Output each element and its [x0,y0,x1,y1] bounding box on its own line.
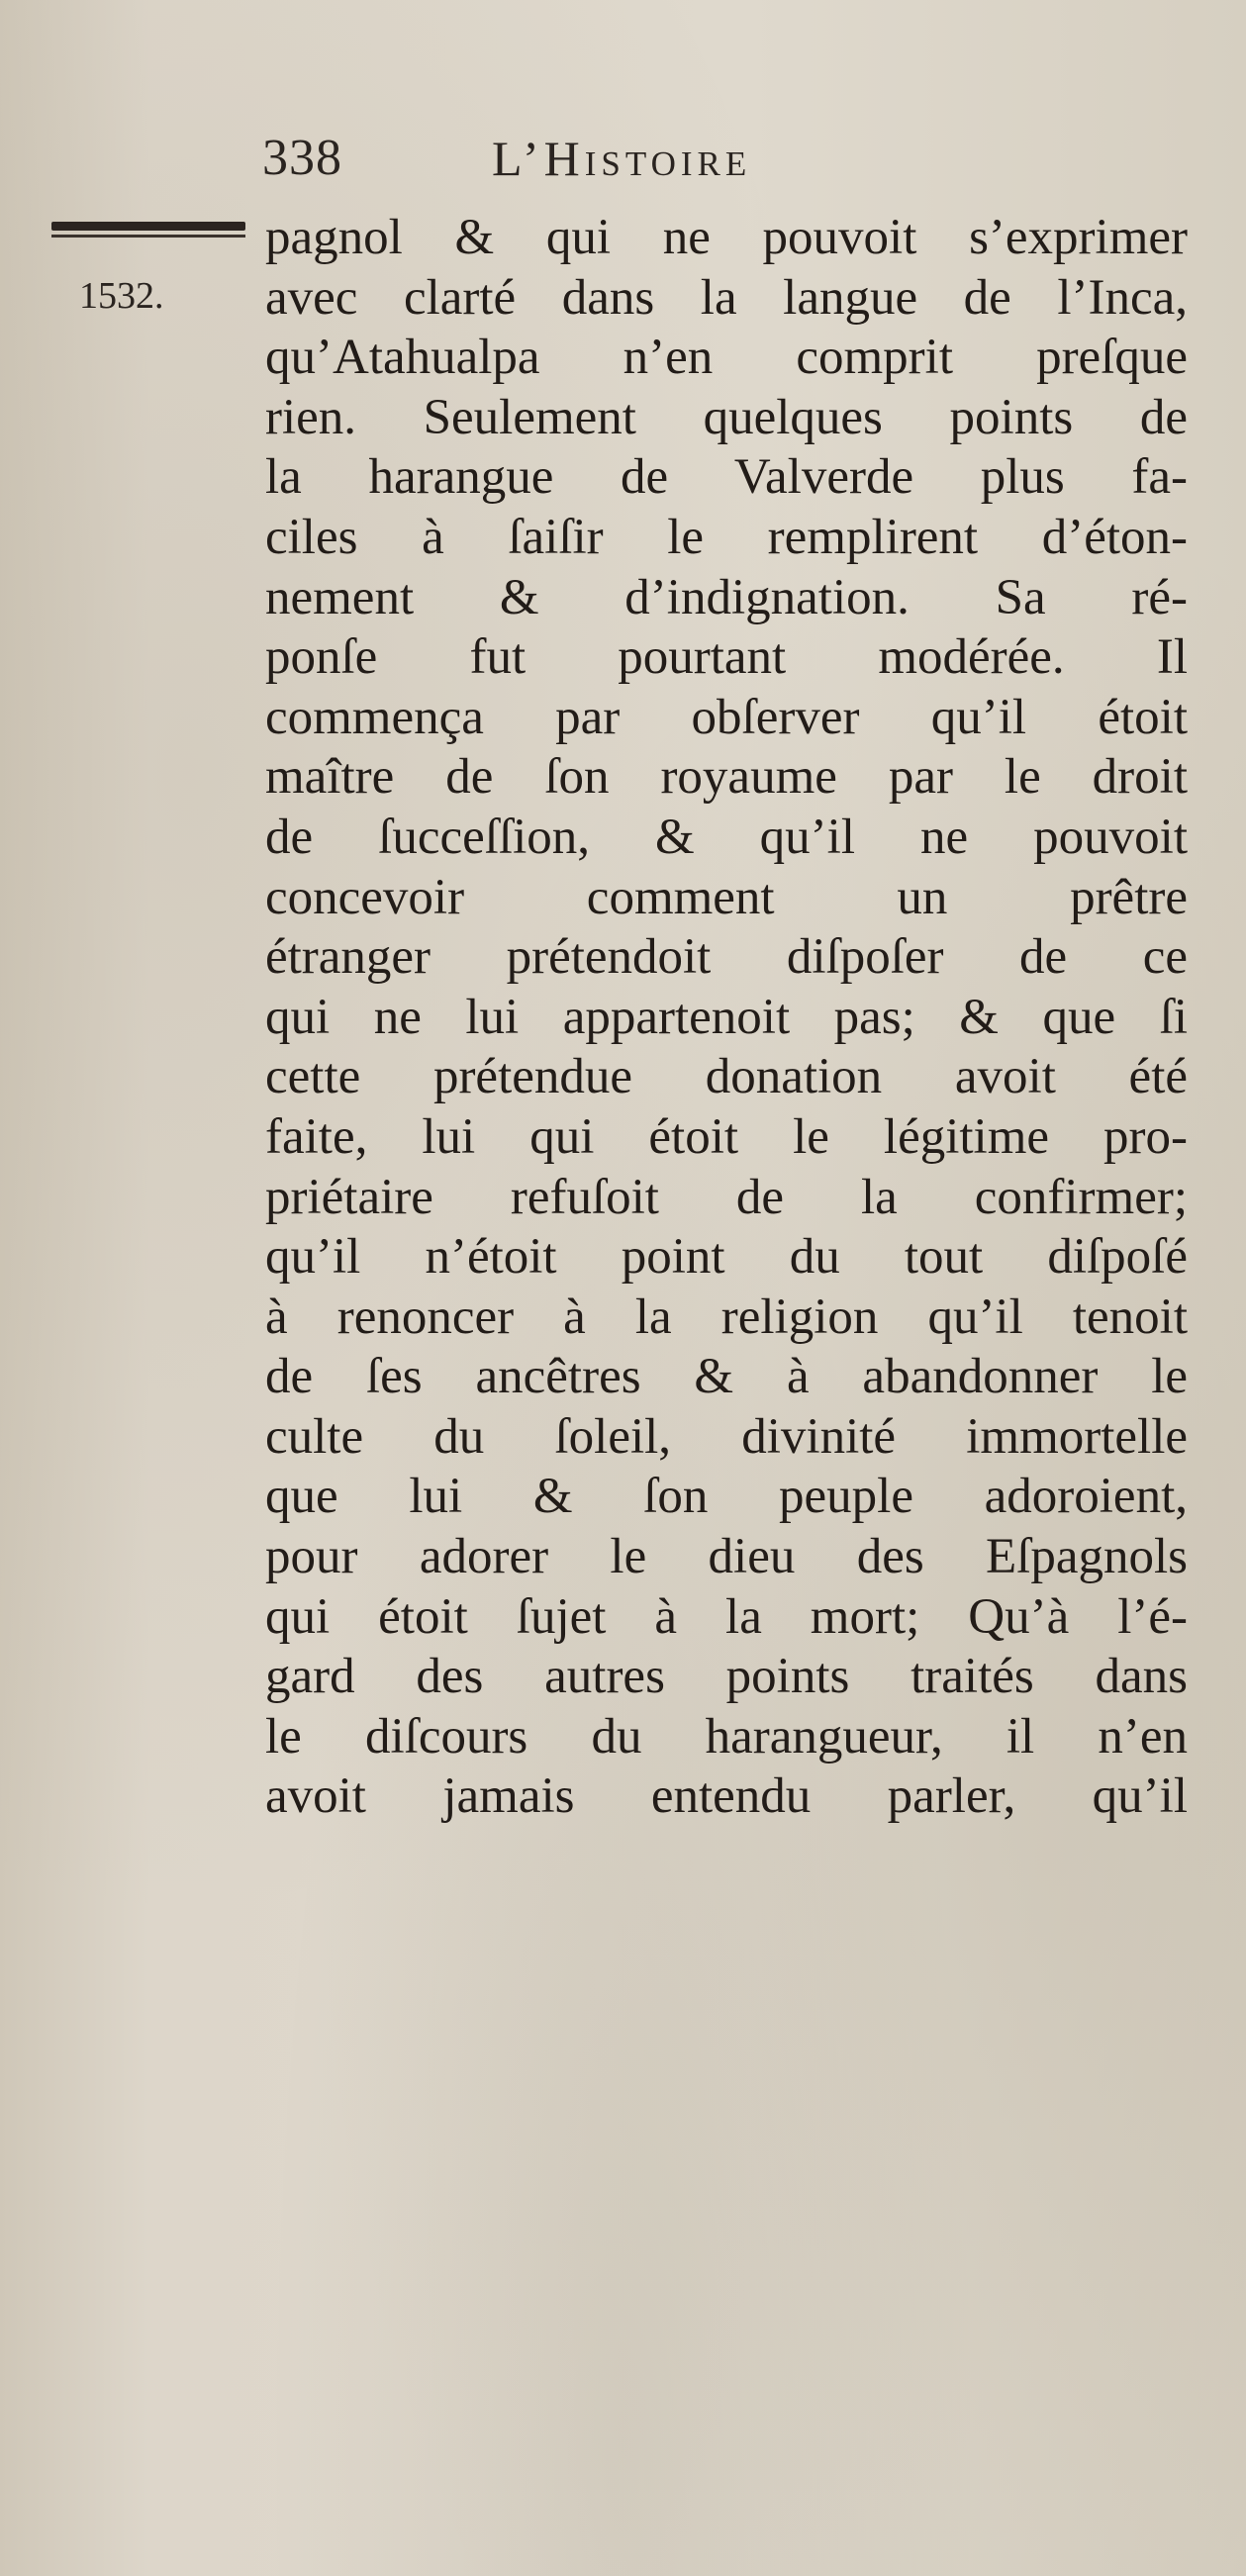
text-line: qui étoit ſujet à la mort; Qu’à l’é- [265,1588,1188,1645]
text-line: qu’Atahualpa n’en comprit preſque [265,330,1188,386]
page-header [262,124,1014,193]
text-line: de ſes ancêtres & à abandonner le [265,1349,1188,1405]
margin-year-note: 1532. [79,275,164,317]
text-line: ciles à ſaiſir le remplirent d’éton- [265,509,1188,565]
text-line: la harangue de Valverde plus fa- [265,449,1188,506]
text-line: concevoir comment un prêtre [265,869,1188,925]
text-line: à renoncer à la religion qu’il tenoit [265,1288,1188,1345]
text-line: pour adorer le dieu des Eſpagnols [265,1529,1188,1585]
text-line: rien. Seulement quelques points de [265,389,1188,445]
text-line: culte du ſoleil, divinité immortelle [265,1408,1188,1465]
text-line: avec clarté dans la langue de l’Inca, [265,269,1188,326]
margin-rule-thick [51,222,245,231]
text-line: qu’il n’étoit point du tout diſpoſé [265,1229,1188,1286]
text-line: qui ne lui appartenoit pas; & que ſi [265,989,1188,1045]
page-number: 338 [262,130,342,186]
text-line: avoit jamais entendu parler, qu’il [265,1768,1188,1825]
text-line: étranger prétendoit diſpoſer de ce [265,929,1188,986]
text-line: ponſe fut pourtant modérée. Il [265,629,1188,686]
text-line: nement & d’indignation. Sa ré- [265,569,1188,625]
text-line: que lui & ſon peuple adoroient, [265,1469,1188,1525]
text-line: priétaire refuſoit de la confirmer; [265,1169,1188,1225]
text-line: gard des autres points traités dans [265,1649,1188,1705]
text-line: pagnol & qui ne pouvoit s’exprimer [265,210,1188,265]
text-line: le diſcours du harangueur, il n’en [265,1708,1188,1765]
text-line: faite, lui qui étoit le légitime pro- [265,1108,1188,1165]
margin-rule-thin [51,235,245,238]
text-line: maître de ſon royaume par le droit [265,749,1188,806]
text-line: de ſucceſſion, & qu’il ne pouvoit [265,809,1188,865]
body-text [265,208,1188,1827]
running-head: L’Histoire [492,131,752,186]
text-line: commença par obſerver qu’il étoit [265,689,1188,745]
margin-double-rule [51,220,245,241]
text-line: cette prétendue donation avoit été [265,1049,1188,1105]
